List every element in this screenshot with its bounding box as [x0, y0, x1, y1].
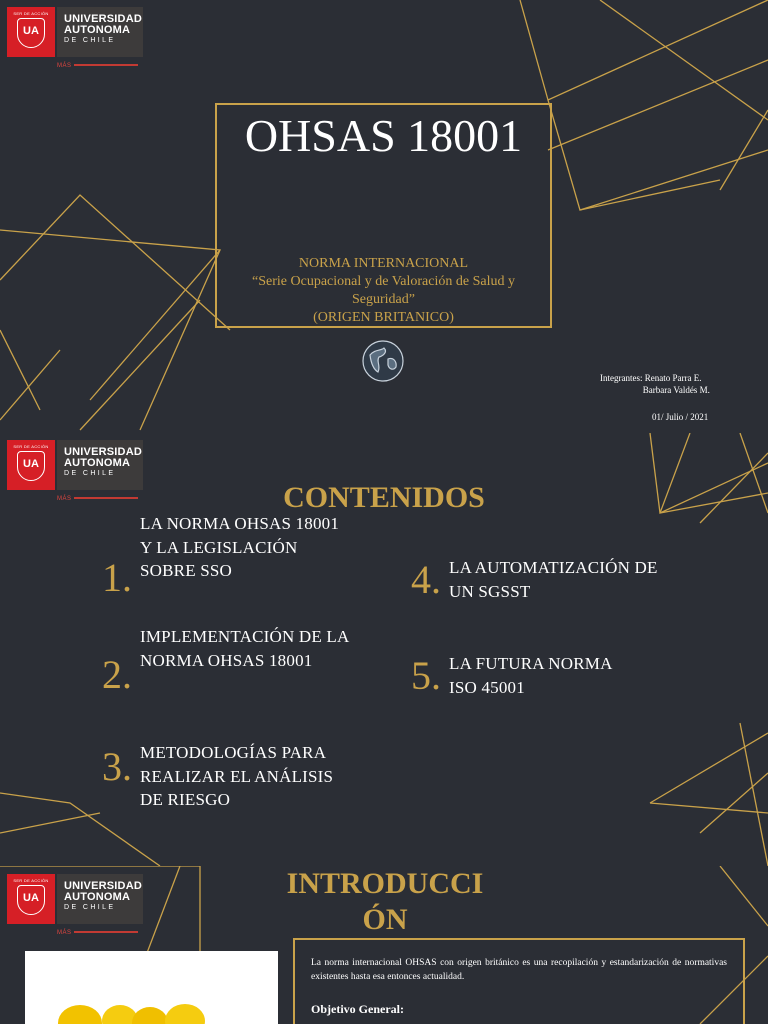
logo-wordmark: UNIVERSIDAD AUTONOMA DE CHILE — [57, 7, 143, 57]
logo-wordmark: UNIVERSIDAD AUTONOMA DE CHILE — [57, 440, 143, 490]
globe-icon — [361, 339, 405, 383]
slide-title — [0, 0, 768, 433]
hard-hat-icon — [25, 951, 278, 1024]
title-frame — [215, 103, 552, 328]
presentation-date: 01/ Julio / 2021 — [652, 412, 709, 422]
logo-tagline: MÁS — [57, 930, 138, 936]
introduction-text: La norma internacional OHSAS con origen británico es una recopilación y estandarización de normativas existentes hasta esa entonces actualidad. — [311, 958, 727, 982]
objective-title: Objetivo General: — [311, 1002, 404, 1016]
logo-wordmark: UNIVERSIDAD AUTONOMA DE CHILE — [57, 874, 143, 924]
ua-badge: SER DE ACCIÓN UA — [7, 7, 55, 57]
ua-badge: SER DE ACCIÓN UA — [7, 440, 55, 490]
members-text: Integrantes: Renato Parra E. Barbara Valdés M. — [600, 373, 710, 395]
university-logo — [7, 7, 143, 71]
slide-contents: SER DE ACCIÓN UA UNIVERSIDAD AUTONOMA DE CHILE MÁS CONTENIDOS 1. LA NORMA OHSAS 18001 Y LA LEGISLACIÓN SOBRE SSO 2. IMPLEMENTACIÓN DE LA NORMA OHSAS 18001 3. METODOLOGÍAS PARA REALIZAR EL ANÁLISIS DE RIESGO 4. LA AUTOMATIZACIÓN DE UN SGSST 5. LA FUTURA NORMA ISO 45001 — [0, 433, 768, 866]
subtitle: NORMA INTERNACIONAL “Serie Ocupacional y de Valoración de Salud y Seguridad” (ORIGEN BRITANICO) — [252, 256, 515, 325]
introduction-title: INTRODUCCI ÓN — [286, 867, 484, 936]
helmets-image — [25, 951, 278, 1024]
logo-tagline: MÁS — [57, 496, 138, 502]
logo-tagline: MÁS — [57, 63, 138, 69]
university-logo — [7, 874, 143, 938]
ua-badge: SER DE ACCIÓN UA — [7, 874, 55, 924]
slide-introduction — [0, 866, 768, 1024]
university-logo — [7, 440, 143, 504]
page-title: OHSAS 18001 — [244, 110, 523, 161]
introduction-box — [293, 938, 745, 1024]
contents-title: CONTENIDOS — [283, 481, 485, 514]
